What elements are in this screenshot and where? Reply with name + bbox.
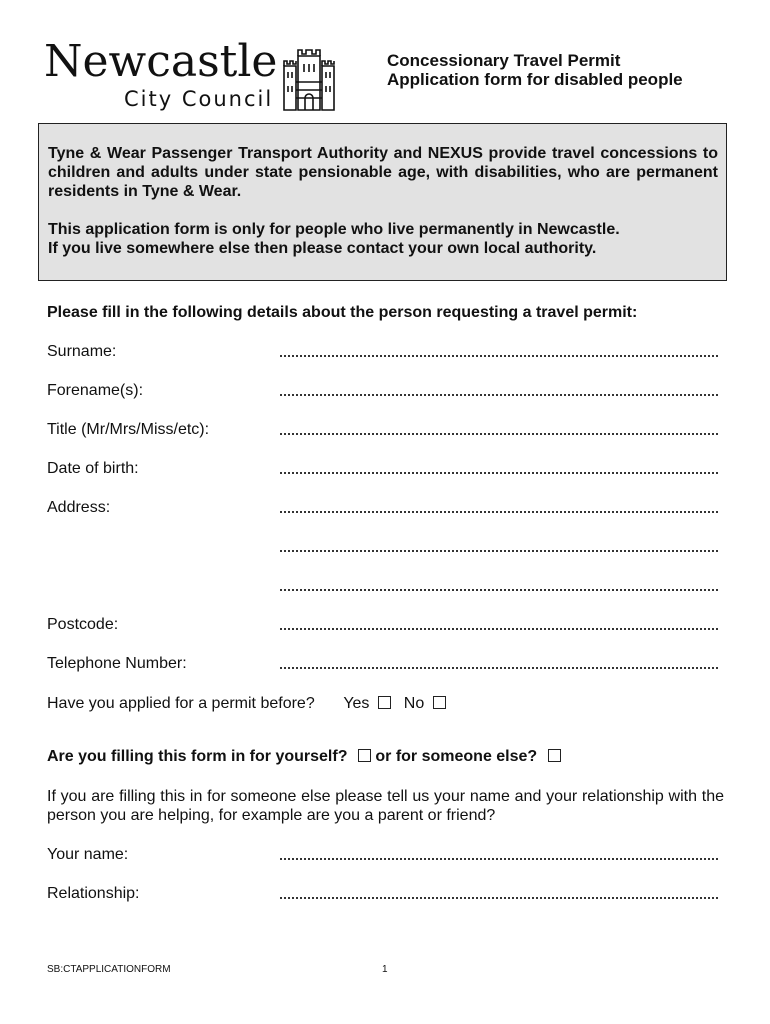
details-heading: Please fill in the following details about the person requesting a travel permit: (47, 304, 638, 321)
postcode-label: Postcode: (47, 616, 119, 633)
relationship-field[interactable] (280, 897, 718, 899)
filling-for-someone-else-checkbox[interactable] (548, 749, 561, 762)
postcode-field[interactable] (280, 628, 718, 630)
address-row (47, 498, 727, 520)
relationship-row (47, 884, 727, 906)
date-of-birth-field[interactable] (280, 472, 718, 474)
notice-residency-line2: If you live somewhere else then please contact your own local authority. (48, 240, 597, 257)
relationship-label: Relationship: (47, 885, 140, 902)
applied-before-no-checkbox[interactable] (433, 696, 446, 709)
notice-paragraph-eligibility: Tyne & Wear Passenger Transport Authority and NEXUS provide travel concessions to children and adults under state pensionable age, with disabilities, who are permanent residents in Tyne & Wear. (48, 145, 718, 200)
address-field-line2[interactable] (280, 550, 718, 552)
date-of-birth-label: Date of birth: (47, 460, 139, 477)
title-label: Title (Mr/Mrs/Miss/etc): (47, 421, 210, 438)
applied-before-row (47, 694, 446, 714)
filling-for-yourself-checkbox[interactable] (358, 749, 371, 762)
logo-subtitle: City Council (124, 87, 274, 111)
form-title: Concessionary Travel Permit (387, 51, 621, 70)
surname-row (47, 342, 727, 364)
applied-before-yes-checkbox[interactable] (378, 696, 391, 709)
castle-crest-icon (280, 42, 338, 112)
applied-before-question: Have you applied for a permit before? (47, 695, 315, 712)
applied-before-yes-label: Yes (343, 695, 370, 712)
address-field-line3[interactable] (280, 589, 718, 591)
telephone-field[interactable] (280, 667, 718, 669)
page-number: 1 (382, 964, 388, 975)
forename-field[interactable] (280, 394, 718, 396)
filling-for-row (47, 747, 561, 767)
address-label: Address: (47, 499, 111, 516)
notice-residency-line1: This application form is only for people who live permanently in Newcastle. (48, 221, 620, 238)
date-of-birth-row (47, 459, 727, 481)
helper-instructions: If you are filling this in for someone else please tell us your name and your relationship with the person you are helping, for example are you a parent or friend? (47, 788, 724, 824)
filling-for-question-yourself: Are you filling this form in for yourself? (47, 748, 348, 765)
your-name-row (47, 845, 727, 867)
surname-field[interactable] (280, 355, 718, 357)
filling-for-question-someone-else: or for someone else? (375, 748, 538, 765)
newcastle-city-council-logo (44, 36, 364, 116)
title-field[interactable] (280, 433, 718, 435)
your-name-label: Your name: (47, 846, 129, 863)
eligibility-notice-box (38, 123, 727, 281)
address-field-line1[interactable] (280, 511, 718, 513)
title-row (47, 420, 727, 442)
postcode-row (47, 615, 727, 637)
telephone-row (47, 654, 727, 676)
form-subtitle: Application form for disabled people (387, 70, 683, 89)
forename-label: Forename(s): (47, 382, 144, 399)
form-reference: SB:CTAPPLICATIONFORM (47, 964, 171, 975)
notice-paragraph-residency (48, 220, 718, 258)
your-name-field[interactable] (280, 858, 718, 860)
applied-before-no-label: No (403, 695, 425, 712)
logo-wordmark: Newcastle (44, 36, 278, 87)
forename-row (47, 381, 727, 403)
telephone-label: Telephone Number: (47, 655, 187, 672)
surname-label: Surname: (47, 343, 117, 360)
